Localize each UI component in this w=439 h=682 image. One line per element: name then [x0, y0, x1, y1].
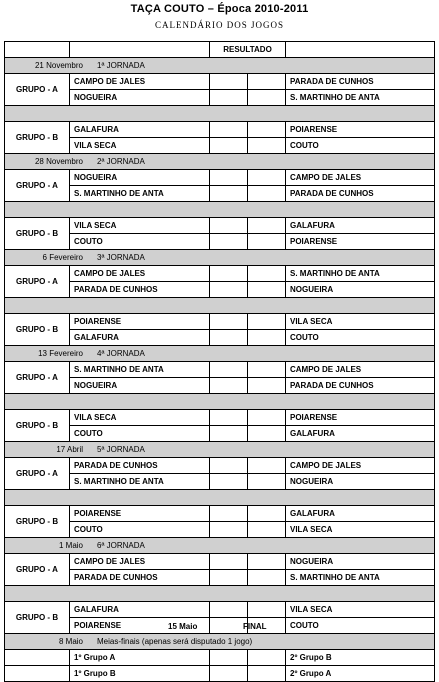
game-row: [5, 554, 435, 570]
away-score-cell: [248, 234, 286, 250]
away-score-cell: [248, 122, 286, 138]
group-label: GRUPO - A: [5, 458, 70, 490]
jornada-date: 17 Abril: [56, 444, 83, 454]
away-team: PARADA DE CUNHOS: [286, 378, 435, 394]
jornada-date: 28 Novembro: [34, 156, 83, 166]
home-score-cell: [210, 650, 248, 666]
jornada-cell: [5, 250, 435, 266]
home-team: VILA SECA: [70, 138, 210, 154]
home-team: GALAFURA: [70, 330, 210, 346]
home-score-cell: [210, 138, 248, 154]
home-score-cell: [210, 362, 248, 378]
away-score-cell: [248, 186, 286, 202]
home-score-cell: [210, 522, 248, 538]
spacer-row: [5, 106, 435, 122]
game-row: [5, 410, 435, 426]
home-team: POIARENSE: [70, 618, 210, 634]
jornada-label: 3ª JORNADA: [97, 252, 145, 262]
away-score-cell: [248, 474, 286, 490]
jornada-label: 4ª JORNADA: [97, 348, 145, 358]
home-score-cell: [210, 458, 248, 474]
final-label: FINAL: [243, 622, 267, 631]
away-score-cell: [248, 426, 286, 442]
away-team: COUTO: [286, 618, 435, 634]
jornada-label: 6ª JORNADA: [97, 540, 145, 550]
away-score-cell: [248, 506, 286, 522]
jornada-row: [5, 58, 435, 74]
spacer-cell: [5, 586, 435, 602]
home-team: S. MARTINHO DE ANTA: [70, 474, 210, 490]
game-row: [5, 474, 435, 490]
jornada-cell: [5, 538, 435, 554]
group-label: GRUPO - A: [5, 74, 70, 106]
home-score-cell: [210, 666, 248, 682]
jornada-label: 1ª JORNADA: [97, 60, 145, 70]
jornada-date: 21 Novembro: [34, 60, 83, 70]
game-row: [5, 330, 435, 346]
away-score-cell: [248, 378, 286, 394]
away-team: 2º Grupo B: [286, 650, 435, 666]
game-row: [5, 122, 435, 138]
away-team: POIARENSE: [286, 234, 435, 250]
home-team: VILA SECA: [70, 218, 210, 234]
away-score-cell: [248, 570, 286, 586]
group-label: GRUPO - A: [5, 362, 70, 394]
home-team: S. MARTINHO DE ANTA: [70, 362, 210, 378]
group-label: GRUPO - B: [5, 506, 70, 538]
jornada-cell: [5, 154, 435, 170]
away-score-cell: [248, 314, 286, 330]
jornada-cell: [5, 634, 435, 650]
home-team: PARADA DE CUNHOS: [70, 570, 210, 586]
spacer-row: [5, 490, 435, 506]
home-score-cell: [210, 618, 248, 634]
home-team: 1º Grupo A: [70, 650, 210, 666]
away-team: VILA SECA: [286, 522, 435, 538]
game-row: [5, 650, 435, 666]
group-label: GRUPO - B: [5, 602, 70, 634]
home-team: NOGUEIRA: [70, 170, 210, 186]
away-team: 2º Grupo A: [286, 666, 435, 682]
home-team: PARADA DE CUNHOS: [70, 458, 210, 474]
game-row: [5, 74, 435, 90]
home-score-cell: [210, 570, 248, 586]
jornada-cell: [5, 442, 435, 458]
game-row: [5, 618, 435, 634]
game-row: [5, 362, 435, 378]
home-team: GALAFURA: [70, 602, 210, 618]
jornada-date: 8 Maio: [58, 636, 83, 646]
home-score-cell: [210, 330, 248, 346]
away-team: GALAFURA: [286, 506, 435, 522]
away-score-cell: [248, 410, 286, 426]
game-row: [5, 266, 435, 282]
page-subtitle: CALENDÁRIO DOS JOGOS: [154, 20, 284, 30]
empty-cell: [5, 666, 70, 682]
away-score-cell: [248, 282, 286, 298]
away-score-cell: [248, 602, 286, 618]
home-score-cell: [210, 74, 248, 90]
group-label: GRUPO - B: [5, 218, 70, 250]
spacer-cell: [5, 202, 435, 218]
jornada-date: 13 Fevereiro: [38, 348, 83, 358]
jornada-date: 6 Fevereiro: [42, 252, 83, 262]
resultado-header: RESULTADO: [210, 42, 286, 58]
home-score-cell: [210, 474, 248, 490]
game-row: [5, 186, 435, 202]
header-row: [5, 42, 435, 58]
away-score-cell: [248, 458, 286, 474]
away-team: PARADA DE CUNHOS: [286, 74, 435, 90]
jornada-row: [5, 538, 435, 554]
group-label: GRUPO - A: [5, 266, 70, 298]
spacer-row: [5, 394, 435, 410]
away-score-cell: [248, 266, 286, 282]
home-team: POIARENSE: [70, 506, 210, 522]
away-team: VILA SECA: [286, 602, 435, 618]
page-title: TAÇA COUTO – Época 2010-2011: [130, 3, 309, 15]
away-team: S. MARTINHO DE ANTA: [286, 90, 435, 106]
away-team: GALAFURA: [286, 218, 435, 234]
group-label: GRUPO - A: [5, 170, 70, 202]
away-score-cell: [248, 90, 286, 106]
away-team: POIARENSE: [286, 122, 435, 138]
home-score-cell: [210, 426, 248, 442]
away-team: CAMPO DE JALES: [286, 170, 435, 186]
header-cell: [70, 42, 210, 58]
home-team: CAMPO DE JALES: [70, 74, 210, 90]
game-row: [5, 506, 435, 522]
game-row: [5, 90, 435, 106]
group-label: GRUPO - A: [5, 554, 70, 586]
schedule-table: [4, 41, 434, 682]
game-row: [5, 234, 435, 250]
away-team: GALAFURA: [286, 426, 435, 442]
home-score-cell: [210, 282, 248, 298]
jornada-cell: [5, 58, 435, 74]
home-score-cell: [210, 186, 248, 202]
jornada-label: 5ª JORNADA: [97, 444, 145, 454]
jornada-cell: [5, 346, 435, 362]
group-label: GRUPO - B: [5, 410, 70, 442]
game-row: [5, 522, 435, 538]
game-row: [5, 426, 435, 442]
home-team: NOGUEIRA: [70, 90, 210, 106]
home-team: COUTO: [70, 234, 210, 250]
jornada-label: 2ª JORNADA: [97, 156, 145, 166]
home-team: GALAFURA: [70, 122, 210, 138]
jornada-row: [5, 634, 435, 650]
away-score-cell: [248, 170, 286, 186]
away-score-cell: [248, 666, 286, 682]
jornada-row: [5, 442, 435, 458]
away-team: COUTO: [286, 138, 435, 154]
home-team: 1º Grupo B: [70, 666, 210, 682]
group-label: GRUPO - B: [5, 122, 70, 154]
home-team: COUTO: [70, 522, 210, 538]
game-row: [5, 282, 435, 298]
away-score-cell: [248, 554, 286, 570]
away-score-cell: [248, 650, 286, 666]
game-row: [5, 378, 435, 394]
jornada-label: Meias-finais (apenas será disputado 1 jogo): [97, 636, 253, 646]
game-row: [5, 570, 435, 586]
away-team: S. MARTINHO DE ANTA: [286, 266, 435, 282]
away-score-cell: [248, 218, 286, 234]
spacer-cell: [5, 298, 435, 314]
away-score-cell: [248, 74, 286, 90]
away-score-cell: [248, 522, 286, 538]
header-cell: [5, 42, 70, 58]
away-score-cell: [248, 138, 286, 154]
spacer-row: [5, 202, 435, 218]
home-score-cell: [210, 554, 248, 570]
away-team: NOGUEIRA: [286, 554, 435, 570]
spacer-row: [5, 298, 435, 314]
game-row: [5, 602, 435, 618]
away-team: NOGUEIRA: [286, 282, 435, 298]
home-score-cell: [210, 378, 248, 394]
away-score-cell: [248, 362, 286, 378]
away-team: COUTO: [286, 330, 435, 346]
away-team: CAMPO DE JALES: [286, 362, 435, 378]
jornada-row: [5, 346, 435, 362]
away-team: POIARENSE: [286, 410, 435, 426]
home-team: NOGUEIRA: [70, 378, 210, 394]
away-team: NOGUEIRA: [286, 474, 435, 490]
game-row: [5, 458, 435, 474]
home-team: VILA SECA: [70, 410, 210, 426]
away-score-cell: [248, 330, 286, 346]
away-team: PARADA DE CUNHOS: [286, 186, 435, 202]
spacer-row: [5, 586, 435, 602]
home-team: COUTO: [70, 426, 210, 442]
spacer-cell: [5, 106, 435, 122]
home-team: POIARENSE: [70, 314, 210, 330]
home-score-cell: [210, 314, 248, 330]
home-score-cell: [210, 602, 248, 618]
away-team: VILA SECA: [286, 314, 435, 330]
home-team: PARADA DE CUNHOS: [70, 282, 210, 298]
game-row: [5, 170, 435, 186]
away-team: CAMPO DE JALES: [286, 458, 435, 474]
jornada-row: [5, 250, 435, 266]
away-team: S. MARTINHO DE ANTA: [286, 570, 435, 586]
jornada-row: [5, 154, 435, 170]
game-row: [5, 666, 435, 682]
spacer-cell: [5, 490, 435, 506]
home-score-cell: [210, 170, 248, 186]
spacer-cell: [5, 394, 435, 410]
final-date: 15 Maio: [168, 622, 198, 631]
game-row: [5, 138, 435, 154]
home-score-cell: [210, 266, 248, 282]
header-cell: [286, 42, 435, 58]
home-score-cell: [210, 410, 248, 426]
game-row: [5, 314, 435, 330]
group-label: GRUPO - B: [5, 314, 70, 346]
home-team: CAMPO DE JALES: [70, 554, 210, 570]
empty-cell: [5, 650, 70, 666]
jornada-date: 1 Maio: [58, 540, 83, 550]
home-score-cell: [210, 218, 248, 234]
home-score-cell: [210, 122, 248, 138]
home-team: CAMPO DE JALES: [70, 266, 210, 282]
home-score-cell: [210, 506, 248, 522]
home-team: S. MARTINHO DE ANTA: [70, 186, 210, 202]
game-row: [5, 218, 435, 234]
home-score-cell: [210, 90, 248, 106]
home-score-cell: [210, 234, 248, 250]
